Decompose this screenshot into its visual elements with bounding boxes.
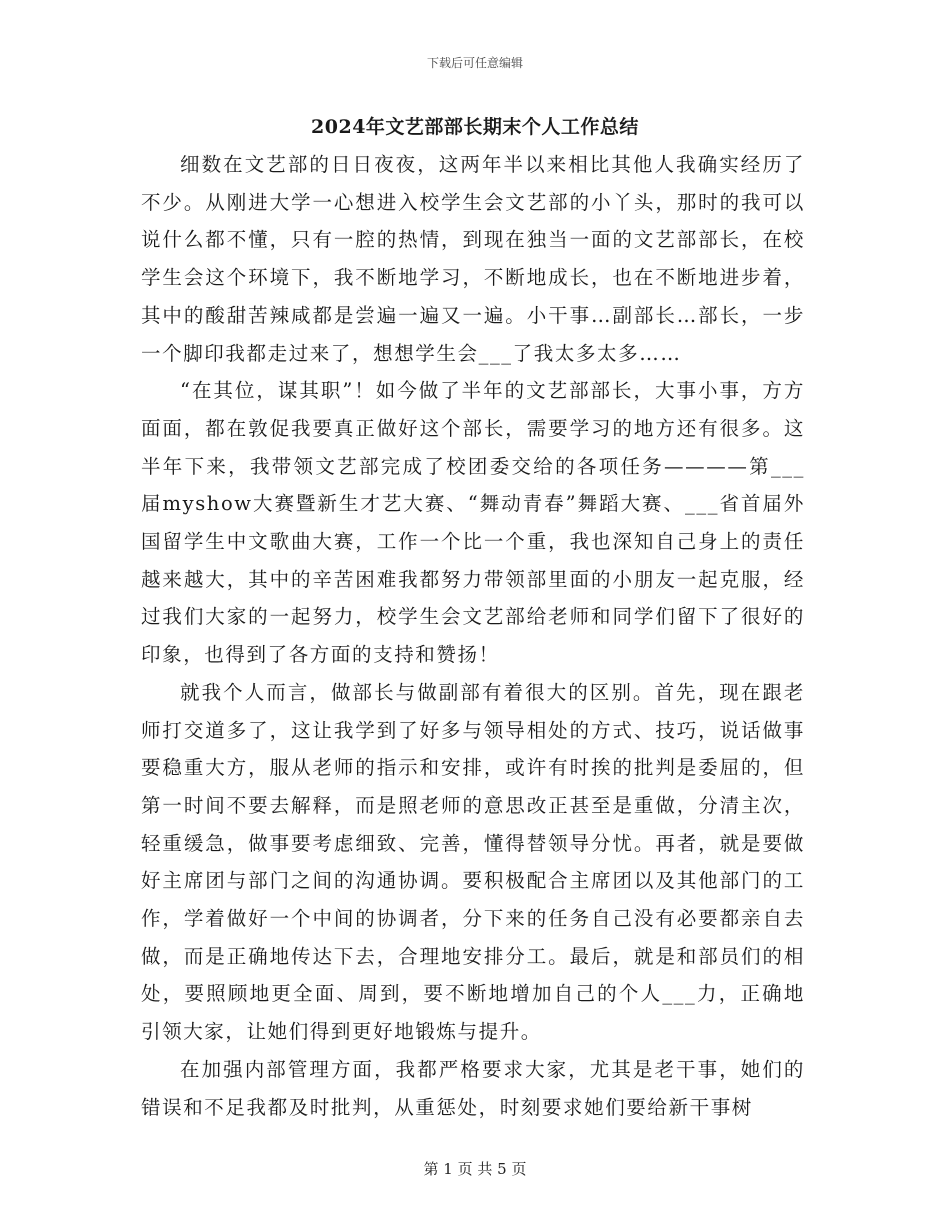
paragraph: 在加强内部管理方面，我都严格要求大家，尤其是老干事，她们的错误和不足我都及时批判，从重惩处，时刻要求她们要给新干事树: [141, 1057, 805, 1119]
paragraph: 就我个人而言，做部长与做副部有着很大的区别。首先，现在跟老师打交道多了，这让我学到了好多与领导相处的方式、技巧，说话做事要稳重大方，服从老师的指示和安排，或许有时挨的批判是委屈的，但第一时间不要去解释，而是照老师的意思改正甚至是重做，分清主次，轻重缓急，做事要考虑细致、完善，懂得替领导分忧。再者，就是要做好主席团与部门之间的沟通协调。要积极配合主席团以及其他部门的工作，学着做好一个中间的协调者，分下来的任务自己没有必要都亲自去做，而是正确地传达下去，合理地安排分工。最后，就是和部员们的相处，要照顾地更全面、周到，要不断地增加自己的个人___力，正确地引领大家，让她们得到更好地锻炼与提升。: [141, 680, 805, 1044]
paragraph: 细数在文艺部的日日夜夜，这两年半以来相比其他人我确实经历了不少。从刚进大学一心想进入校学生会文艺部的小丫头，那时的我可以说什么都不懂，只有一腔的热情，到现在独当一面的文艺部部长，在校学生会这个环境下，我不断地学习，不断地成长，也在不断地进步着，其中的酸甜苦辣咸都是尝遍一遍又一遍。小干事…副部长…部长，一步一个脚印我都走过来了，想想学生会___了我太多太多……: [141, 153, 805, 365]
document-title: 2024年文艺部部长期末个人工作总结: [311, 116, 639, 138]
header-note: 下载后可任意编辑: [426, 56, 523, 70]
paragraph: “在其位，谋其职”！如今做了半年的文艺部部长，大事小事，方方面面，都在敦促我要真正做好这个部长，需要学习的地方还有很多。这半年下来，我带领文艺部完成了校团委交给的各项任务————第___届myshow大赛暨新生才艺大赛、“舞动青春”舞蹈大赛、___省首届外国留学生中文歌曲大赛，工作一个比一个重，我也深知自己身上的责任越来越大，其中的辛苦困难我都努力带领部里面的小朋友一起克服，经过我们大家的一起努力，校学生会文艺部给老师和同学们留下了很好的印象，也得到了各方面的支持和赞扬！: [141, 379, 805, 667]
page-number: 第 1 页 共 5 页: [423, 1160, 527, 1178]
document-body: [141, 146, 805, 1126]
